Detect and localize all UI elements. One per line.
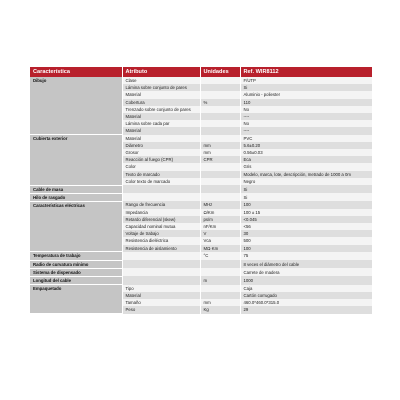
spec-body [30,77,372,314]
value-cell: 29 [240,306,372,313]
unit-cell: ps/m [200,216,240,223]
unit-cell: m [200,276,240,284]
table-row [30,252,372,260]
attribute-cell: Impedancia [122,209,200,216]
unit-cell: % [200,99,240,106]
value-cell: No [240,106,372,113]
value-cell: Modelo, marca, lote, descripción, metrado de 1000 a 0m [240,171,372,178]
section-label: Hilo de rasgado [30,193,122,201]
attribute-cell: Tipo [122,285,200,292]
attribute-cell [122,252,200,260]
unit-cell [200,260,240,268]
unit-cell [200,171,240,178]
unit-cell: nF/Km [200,223,240,230]
attribute-cell: Trenzado sobre conjunto de pares [122,106,200,113]
value-cell: No [240,120,372,127]
attribute-cell: Voltaje de trabajo [122,230,200,237]
value-cell: Caja [240,285,372,292]
table-row [30,135,372,142]
attribute-cell: Material [122,292,200,299]
attribute-cell: Material [122,127,200,134]
unit-cell: Ω/Km [200,209,240,216]
value-cell: 1000 [240,276,372,284]
value-cell: Cartón corrugado [240,292,372,299]
unit-cell: mm [200,299,240,306]
unit-cell: V [200,230,240,237]
table-row [30,276,372,284]
unit-cell [200,163,240,170]
unit-cell: °C [200,252,240,260]
value-cell: F/UTP [240,77,372,84]
col-header-unidades: Unidades [200,67,240,77]
section-label: Temperatura de trabajo [30,252,122,260]
value-cell: Negro [240,178,372,185]
attribute-cell: Lámina sobre conjunto de pares [122,84,200,91]
attribute-cell: Rango de frecuencia [122,201,200,208]
attribute-cell: Cobertura [122,99,200,106]
attribute-cell: Resistencia de aislamiento [122,245,200,252]
header-row [30,67,372,77]
value-cell: 75 [240,252,372,260]
value-cell: 100 [240,201,372,208]
value-cell: Eca [240,156,372,163]
col-header-ref: Ref. WIR8112 [240,67,372,77]
value-cell: ---- [240,127,372,134]
value-cell: 0.56±0.03 [240,149,372,156]
value-cell: Carrete de madera [240,268,372,276]
attribute-cell: Material [122,113,200,120]
attribute-cell [122,193,200,201]
attribute-cell: Material [122,135,200,142]
section-label: Empaquetado [30,285,122,314]
unit-cell [200,193,240,201]
unit-cell [200,135,240,142]
unit-cell: MHz [200,201,240,208]
section-label: Radio de curvatura mínimo [30,260,122,268]
attribute-cell [122,185,200,193]
unit-cell [200,113,240,120]
value-cell: <56 [240,223,372,230]
table-row [30,268,372,276]
value-cell: 30 [240,230,372,237]
unit-cell [200,106,240,113]
unit-cell [200,185,240,193]
value-cell: Gris [240,163,372,170]
attribute-cell: Material [122,91,200,98]
value-cell: 100 [240,245,372,252]
table-row [30,201,372,208]
attribute-cell: Texto de marcado [122,171,200,178]
unit-cell: Vca [200,237,240,244]
col-header-caracteristica: Característica [30,67,122,77]
unit-cell: MΩ·Km [200,245,240,252]
section-label: Dibujo [30,77,122,135]
attribute-cell [122,268,200,276]
section-label: Cubierta exterior [30,135,122,185]
spec-table-container [30,67,372,314]
table-row [30,185,372,193]
spec-table [30,67,372,314]
attribute-cell: Color [122,163,200,170]
attribute-cell [122,276,200,284]
unit-cell: mm [200,142,240,149]
attribute-cell: Tamaño [122,299,200,306]
section-label: Sistema de dispensado [30,268,122,276]
col-header-atributo: Atributo [122,67,200,77]
value-cell: 110 [240,99,372,106]
attribute-cell: Resistencia dieléctrica [122,237,200,244]
table-row [30,285,372,292]
attribute-cell: Peso [122,306,200,313]
unit-cell [200,77,240,84]
value-cell: Si [240,84,372,91]
value-cell: 5.6±0.20 [240,142,372,149]
unit-cell [200,285,240,292]
unit-cell [200,268,240,276]
section-label: Características eléctricas [30,201,122,251]
value-cell: Si [240,185,372,193]
value-cell: <0.045 [240,216,372,223]
attribute-cell: Retardo diferencial (skew) [122,216,200,223]
unit-cell [200,178,240,185]
value-cell: ---- [240,113,372,120]
value-cell: Si [240,193,372,201]
value-cell: 460.0*460.0*315.0 [240,299,372,306]
table-row [30,77,372,84]
attribute-cell: Grosor [122,149,200,156]
value-cell: 8 veces el diámetro del cable [240,260,372,268]
table-row [30,260,372,268]
attribute-cell: Reacción al fuego (CPR) [122,156,200,163]
unit-cell [200,292,240,299]
unit-cell [200,84,240,91]
attribute-cell: Capacidad nominal mutua [122,223,200,230]
value-cell: Aluminio - poliester [240,91,372,98]
unit-cell: mm [200,149,240,156]
unit-cell: Kg [200,306,240,313]
value-cell: PVC [240,135,372,142]
unit-cell [200,91,240,98]
section-label: Longitud del cable [30,276,122,284]
section-label: Cable de masa [30,185,122,193]
attribute-cell: Diámetro [122,142,200,149]
attribute-cell: Clase [122,77,200,84]
value-cell: 500 [240,237,372,244]
attribute-cell: Color texto de marcado [122,178,200,185]
unit-cell [200,127,240,134]
attribute-cell [122,260,200,268]
unit-cell: CPR [200,156,240,163]
table-row [30,193,372,201]
value-cell: 100 ± 15 [240,209,372,216]
attribute-cell: Lámina sobre cada par [122,120,200,127]
unit-cell [200,120,240,127]
